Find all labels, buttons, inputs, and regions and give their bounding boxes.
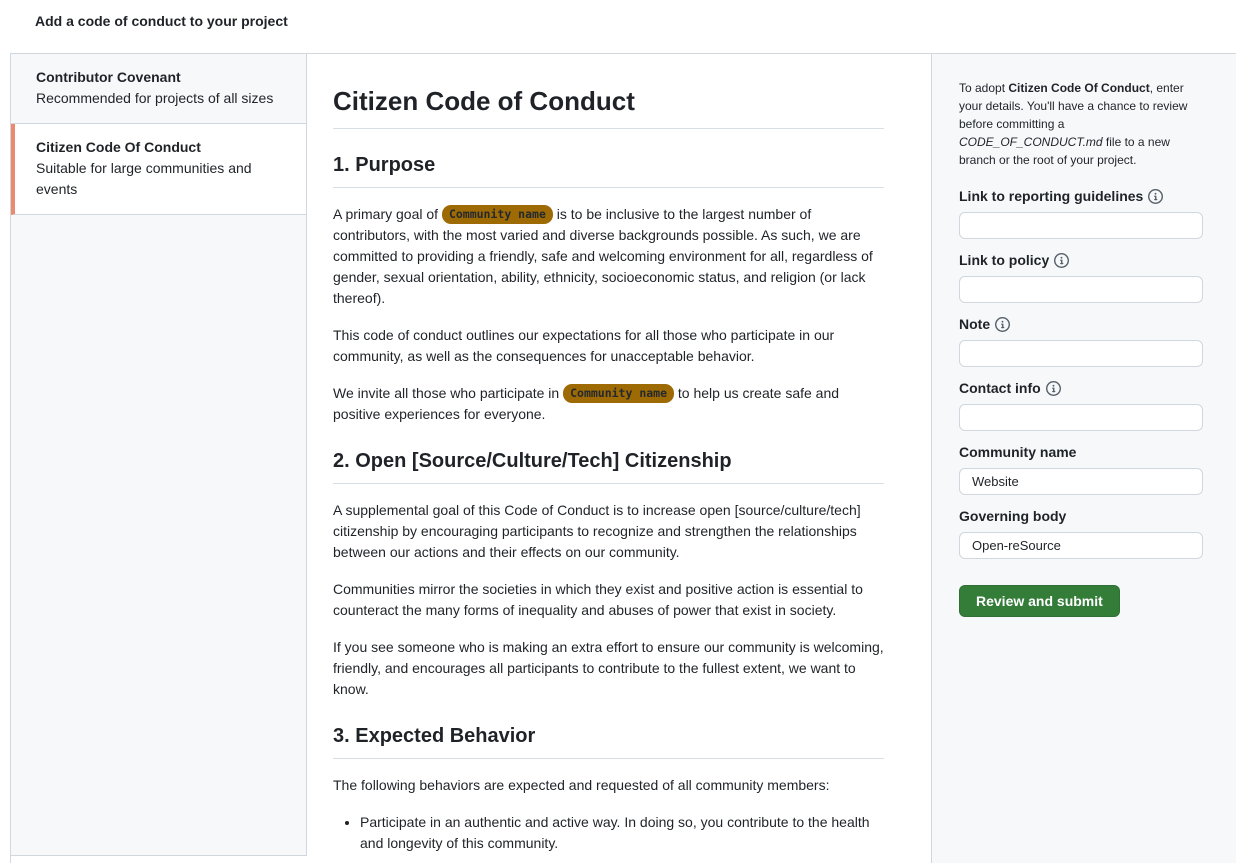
doc-paragraph: If you see someone who is making an extra effort to ensure our community is welcoming, friendly, and encourages all participants to contribute to the fullest extent, we want to know. <box>333 638 884 697</box>
note-input[interactable] <box>959 340 1203 367</box>
field-label-text: Note <box>959 316 991 332</box>
template-option-title: Citizen Code Of Conduct <box>36 139 201 155</box>
review-and-submit-button[interactable]: Review and submit <box>959 585 1120 617</box>
form-field-note <box>959 314 1203 367</box>
section-heading: 3. Expected Behavior <box>333 724 884 759</box>
info-icon[interactable] <box>1148 189 1163 204</box>
field-label-text: Community name <box>959 444 1077 460</box>
details-form <box>959 186 1203 559</box>
field-label <box>959 186 1203 206</box>
panel-intro: To adopt Citizen Code Of Conduct, enter your details. You'll have a chance to review before committing a CODE_OF_CONDUCT.md file to a new branch or the root of your project. <box>959 81 1188 167</box>
form-field-link-to-reporting-guidelines <box>959 186 1203 239</box>
section-heading: 1. Purpose <box>333 153 884 188</box>
community-name-token: Community name <box>563 384 674 403</box>
template-preview <box>307 54 931 863</box>
doc-title: Citizen Code of Conduct <box>333 85 884 129</box>
doc-list-item: • Participate in an authentic and active way. In doing so, you contribute to the health and longevity of this community. <box>360 812 884 854</box>
doc-body <box>333 153 884 854</box>
doc-paragraph: A primary goal of Community name is to be inclusive to the largest number of contributors, with the most varied and diverse backgrounds possible. As such, we are committed to providing a friendly, safe and welcoming environment for all, regardless of gender, sexual orientation, ability, ethnicity, socioeconomic status, and religion (or lack thereof). <box>333 205 873 306</box>
template-option-description: Recommended for projects of all sizes <box>36 90 274 106</box>
doc-paragraph: A supplemental goal of this Code of Conduct is to increase open [source/culture/tech] citizenship by encouraging participants to recognize and strengthen the relationships between our actions and their effects on our community. <box>333 501 861 560</box>
field-label <box>959 506 1203 526</box>
doc-paragraph: This code of conduct outlines our expectations for all those who participate in our community, as well as the consequences for unacceptable behavior. <box>333 326 835 364</box>
link-to-policy-input[interactable] <box>959 276 1203 303</box>
doc-section-1-purpose <box>333 153 884 425</box>
link-to-reporting-guidelines-input[interactable] <box>959 212 1203 239</box>
template-option-contributor-covenant[interactable] <box>11 54 306 124</box>
section-heading: 2. Open [Source/Culture/Tech] Citizenship <box>333 449 884 484</box>
form-field-contact-info <box>959 378 1203 431</box>
template-option-title: Contributor Covenant <box>36 69 181 85</box>
doc-list <box>333 812 884 854</box>
field-label-text: Link to policy <box>959 252 1050 268</box>
info-icon[interactable] <box>995 317 1010 332</box>
template-list <box>11 54 307 856</box>
field-label <box>959 250 1203 270</box>
template-option-citizen-code-of-conduct[interactable] <box>11 124 306 215</box>
template-option-description: Suitable for large communities and events <box>36 160 252 197</box>
doc-section-3-expected-behavior <box>333 724 884 854</box>
page-header <box>0 0 1236 53</box>
field-label-text: Contact info <box>959 380 1041 396</box>
form-field-community-name <box>959 442 1203 495</box>
info-icon[interactable] <box>1054 253 1069 268</box>
community-name-token: Community name <box>442 205 553 224</box>
page-title: Add a code of conduct to your project <box>35 13 288 29</box>
field-label <box>959 442 1203 462</box>
field-label <box>959 378 1203 398</box>
form-field-link-to-policy <box>959 250 1203 303</box>
details-panel <box>931 54 1236 863</box>
field-label-text: Governing body <box>959 508 1067 524</box>
info-icon[interactable] <box>1046 381 1061 396</box>
community-name-input[interactable] <box>959 468 1203 495</box>
governing-body-input[interactable] <box>959 532 1203 559</box>
doc-paragraph: The following behaviors are expected and requested of all community members: <box>333 776 830 793</box>
form-field-governing-body <box>959 506 1203 559</box>
doc-section-2-open-source-culture-tech-citizenship <box>333 449 884 700</box>
field-label <box>959 314 1203 334</box>
doc-paragraph: Communities mirror the societies in which they exist and positive action is essential to counteract the many forms of inequality and abuses of power that exist in society. <box>333 580 863 618</box>
field-label-text: Link to reporting guidelines <box>959 188 1144 204</box>
code-of-conduct-chooser <box>10 53 1236 863</box>
doc-paragraph: We invite all those who participate in Community name to help us create safe and positive experiences for everyone. <box>333 384 840 422</box>
contact-info-input[interactable] <box>959 404 1203 431</box>
